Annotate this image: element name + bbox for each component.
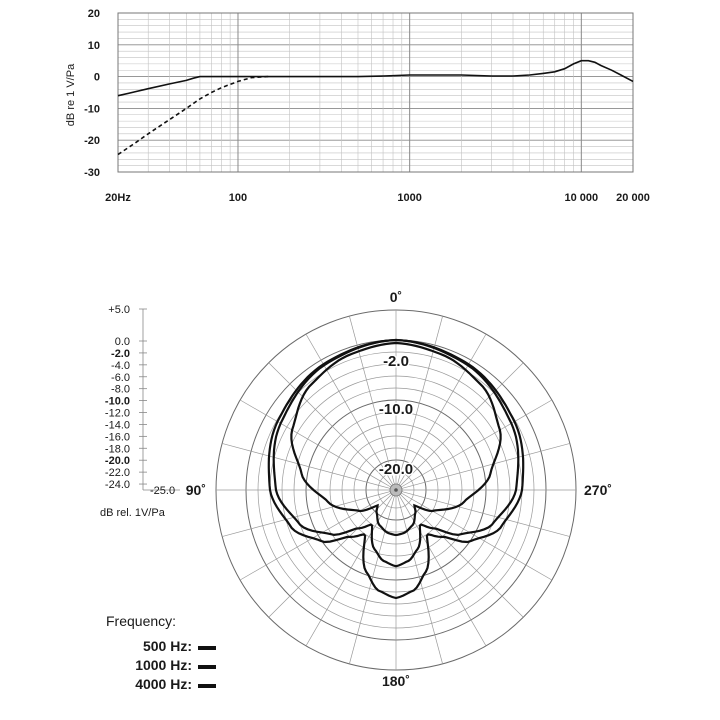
polar-angle-label: 270˚ [584,482,613,498]
y-tick-label: 0 [93,71,100,84]
scale-label: -22.0 [104,467,130,480]
legend-swatch [198,665,216,669]
y-tick-label: 20 [87,8,100,20]
legend-label: 4000 Hz: [135,676,192,692]
x-tick-label: 20 000 [616,192,650,204]
y-tick-label: 10 [87,39,100,52]
polar-spoke [269,363,392,486]
scale-label: -10.0 [104,395,130,408]
scale-label: -20.0 [104,455,130,468]
polar-angle-label: 90˚ [185,482,206,498]
scale-label: -12.0 [104,407,130,420]
y-tick-label: -30 [84,167,100,179]
y-tick-label: -20 [84,135,100,148]
scale-label: -25.0 [150,485,176,497]
legend-label: 1000 Hz: [135,657,192,673]
scale-label: -18.0 [104,443,130,456]
polar-spoke [269,494,392,617]
scale-label: 0.0 [114,336,130,348]
x-tick-label: 20Hz [105,192,131,204]
scale-label: -8.0 [111,383,130,396]
polar-spoke [400,363,523,486]
scale-label: -16.0 [104,431,130,444]
legend-label: 500 Hz: [142,638,192,654]
polar-ring-label: -2.0 [383,353,409,370]
legend-title: Frequency: [106,613,177,629]
polar-angle-label: 180˚ [381,673,411,689]
y-tick-label: -10 [84,103,100,116]
polar-db-scale [105,304,180,497]
scale-label: -4.0 [111,359,130,372]
polar-scale-unit: dB rel. 1V/Pa [100,507,165,519]
polar-ring-label: -10.0 [378,401,414,418]
legend-item-4000hz [106,676,216,695]
polar-ring-label: -20.0 [378,461,414,478]
legend-item-1000hz [106,657,216,676]
polar-angle-label: 0˚ [389,289,403,305]
frequency-legend [106,613,216,695]
scale-label: -14.0 [104,419,130,432]
x-tick-label: 100 [228,192,248,204]
scale-label: -2.0 [111,347,130,360]
legend-item-500hz [106,638,216,657]
x-tick-label: 1000 [397,192,422,204]
legend-swatch [198,646,216,650]
frequency-y-axis-label: dB re 1 V/Pa [65,63,77,127]
legend-swatch [198,684,216,688]
x-tick-label: 10 000 [564,192,599,204]
scale-label: +5.0 [108,304,130,316]
scale-label: -24.0 [104,479,130,492]
polar-center-dot [394,488,398,492]
scale-label: -6.0 [111,371,130,384]
polar-spoke [400,494,523,617]
